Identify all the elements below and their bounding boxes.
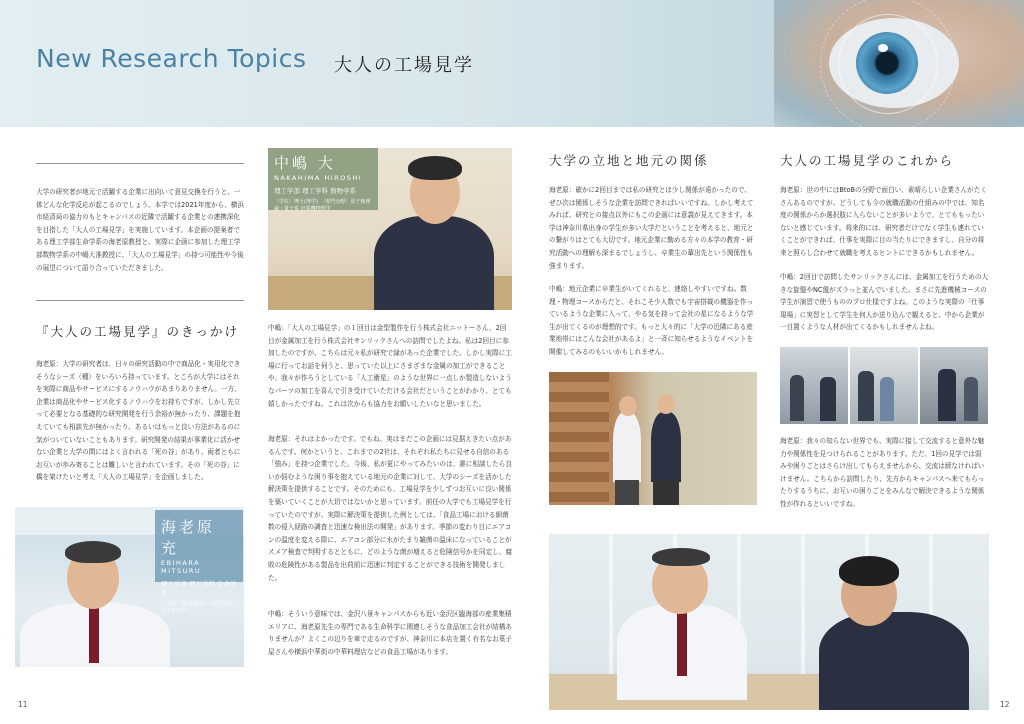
section-kikkake-title: 『大人の工場見学』のきっかけ xyxy=(36,324,240,339)
divider xyxy=(36,300,244,301)
ebihara-tags: 〔学位〕博士(農学) 〔専門分野〕分子生物学 xyxy=(161,601,235,614)
nakashima-tags: 〔学位〕博士(理学) 〔専門分野〕原子核理論・量子系 計算機物理学 xyxy=(274,199,371,212)
ebihara-affiliation: 理工学部 理工学科 生命学系 xyxy=(161,580,237,597)
section-ritchi-para-2: 中嶋：地元企業に卒業生がいてくれると、連絡しやすいですね。数理・物理コースからだと、それこそ少人数でも宇宙搭載の機器を作っているような企業に入って、やる気を持って会社の星になるような学生が出てくるのが理想的です。もっと大々的に「大学の近隣にある産業地帯にはこんな会社があるよ」と一斉に知らせるようなイベントを開催してみるのもいいかもしれません。 xyxy=(549,285,754,356)
intro-text: 大学の研究者が地元で活躍する企業に出向いて意見交換を行うと、一体どんな化学反応が起こるのでしょう。本学では2021年度から、横浜市経済局の協力のもとキャンパスの近隣で活躍する企業との連携深化を目指した「大人の工場見学」を実施しています。本企画の提案者である理工学部生命学系の海老原教授と、実際に企画に参加した理工学部数物学系の中嶋大准教授に、「大人の工場見学」の持つ可能性や今後の展望について語り合っていただきました。 xyxy=(36,188,244,272)
header-title-en: New Research Topics xyxy=(36,44,307,73)
eye-photo xyxy=(774,0,1024,127)
ebihara-photo xyxy=(15,507,244,667)
middle-para-1: 中嶋：「大人の工場見学」の１回目は金型製作を行う株式会社ニットーさん、2回目が金属加工を行う株式会社サンリックさんへの訪問でしたよね。私は2回目に参加したのですが、こちらは元々私が研究で縁があった企業でした。しかし実際に工場に行ってお話を伺うと、思っていた以上にさまざまな金属の加工ができることや、我々が作ろうとしている「人工衛星」のような世界に一点しか製造しないようなパーツの加工を喜んで引き受けていただける会社だということがわかり、とても嬉しかったですね。これは次からも協力をお願いしたいなと思いました。 xyxy=(268,324,512,408)
factory-photos xyxy=(780,347,988,424)
nakashima-nameplate xyxy=(268,148,378,210)
ebihara-name: 海老原 充 xyxy=(161,518,216,557)
middle-para-3: 中嶋：そういう意味では、金沢八景キャンパスからも近い金沢区臨海部の産業集積エリアに、海老原先生の専門である生命科学に関連しそうな食品加工会社が結構ありませんか？よくこの辺りを車で走るのですが、神奈川に本店を置く有名なお菓子屋さんや横浜中華街の中華料理店などの食品工場があります。 xyxy=(268,610,512,656)
section-kikkake-text: 海老原：大学の研究者は、日々の研究活動の中で商品化・実用化できそうなシーズ（種）をいろいろ持っています。ところが大学にはそれを実際に商品やサービスにするノウハウがあまりありません。一方、企業は商品化やサービス化するノウハウをお持ちですが、しかし先立って必要となる基礎的な研究開発を行う余裕が無かったり、課題を抱えていても相談先が無かったり、あるいはもっと良い方法があるのに気がついていないこともあります。研究開発の結果が事業化に活かせない企業と大学の間にはよく言われる「死の谷」があり、両者ともにお互いが歩み寄ることは難しいと言われています。その「死の谷」に橋を架けたいと考え「大人の工場見学」を企画しました。 xyxy=(36,360,241,482)
header-title-jp: 大人の工場見学 xyxy=(334,55,474,76)
section-korekara-para-2: 中嶋：2回目で訪問したサンリックさんには、金属加工を行うための大きな旋盤やNC盤がズラっと並んでいました。まさに先進機械コースの学生が演習で使うもののプロ仕様ですよね。このような実際の「仕事現場」に実習として学生を何人か送り込んで観えると、中から企業が一目置くような人材が出てくるかもしれませんよね。 xyxy=(780,273,989,332)
page-header xyxy=(0,0,1024,127)
section-korekara-para-1: 海老原：世の中にはBtoBの分野で面白い、素晴らしい企業さんがたくさんあるのですが、どうしても今の就職活動の仕組みの中では、知名度の関係からか選択肢に入らないことが多いようで、とてももったいないと感じています。将来的には、研究者だけでなく学生も連れていくことができれば、仕事を実際に目の当たりにできますし、自分の将来と照らし合わせて就職を考えるヒントにできるかもしれません。 xyxy=(780,186,987,257)
page-number-left: 11 xyxy=(18,700,28,709)
factory-photo-1 xyxy=(780,347,848,424)
nakashima-affiliation: 理工学部 理工学科 数物学系 xyxy=(274,187,357,195)
lab-visit-photo xyxy=(549,372,757,505)
middle-para-2: 海老原：それはよかったです。でもね、実はまだこの企画には見据えきたい点があるんです。何かというと、これまでの2社は、それぞれ私たちに見せる自信のある「強み」を持つ企業でした。今後、私が更にやってみたいのは、誰に相談したら良いか悩むような困り事を抱えている地元の企業に対して、大学のシーズを活かした解決策を提供することです。そのためにも、工場見学を少しずつお互いに良い関係を築いていくことが大切ではないかと思っています。前任の大学でも工場見学を行っていたのですが、実際に解決策を提供した例としては、「食品工場における細菌数の侵入経路の調査と迅速な検出法の開発」があります。季節の変わり目にエアコンの温度を変える際に、エアコン部分に水がたまり雑菌の温床になっていることがスメア検査で判明するとともに、どのような菌が増えると危険信号かを同定し、腐敗の危険性がある製品を出荷前に迅速に判定することができる技術を開発しました。 xyxy=(268,435,512,582)
nakashima-name: 中嶋 大 xyxy=(274,154,336,172)
section-korekara-title: 大人の工場見学のこれから xyxy=(780,153,955,168)
factory-photo-3 xyxy=(920,347,988,424)
section-korekara-para-3: 海老原：我々の知らない世界でも、実際に接して交流すると意外な魅力や関係性を見つけられることがあります。ただ、1回の見学では弱みや困りごとはさらけ出してもらえませんから、交流は続なければいけません。こちらから訪問したり、先方からキャンパスへ来てもらったりするうちに、お互いの困りごとをみんなで解決できるような関係性が作れるといいですね。 xyxy=(780,437,985,508)
divider xyxy=(36,163,244,164)
section-ritchi-title: 大学の立地と地元の関係 xyxy=(549,153,709,168)
page-number-right: 12 xyxy=(1000,700,1010,709)
factory-photo-2 xyxy=(850,347,918,424)
conversation-photo xyxy=(549,534,989,710)
section-ritchi-para-1: 海老原：確かに2回目までは私の研究とは少し関係が遠かったので、ぜひ次は関係しそうな企業を訪問できればいいですね。しかし考えてみれば、研究との接点以外にもこの企画には意義が見えてきます。本学は神奈川県出身の学生が多い大学だということを考えると、地元との繋がりはとても大切です。地元企業に勤める方々の本学の教育・研究活動への理解も深まるでしょうし、卒業生の輩出先という関係性も強まります。 xyxy=(549,186,754,270)
nakashima-photo xyxy=(268,148,512,310)
ebihara-romaji: EBIHARA MITSURU xyxy=(161,559,202,575)
ebihara-nameplate xyxy=(155,510,243,614)
nakashima-romaji: NAKAHIMA HIROSHI xyxy=(274,174,363,182)
